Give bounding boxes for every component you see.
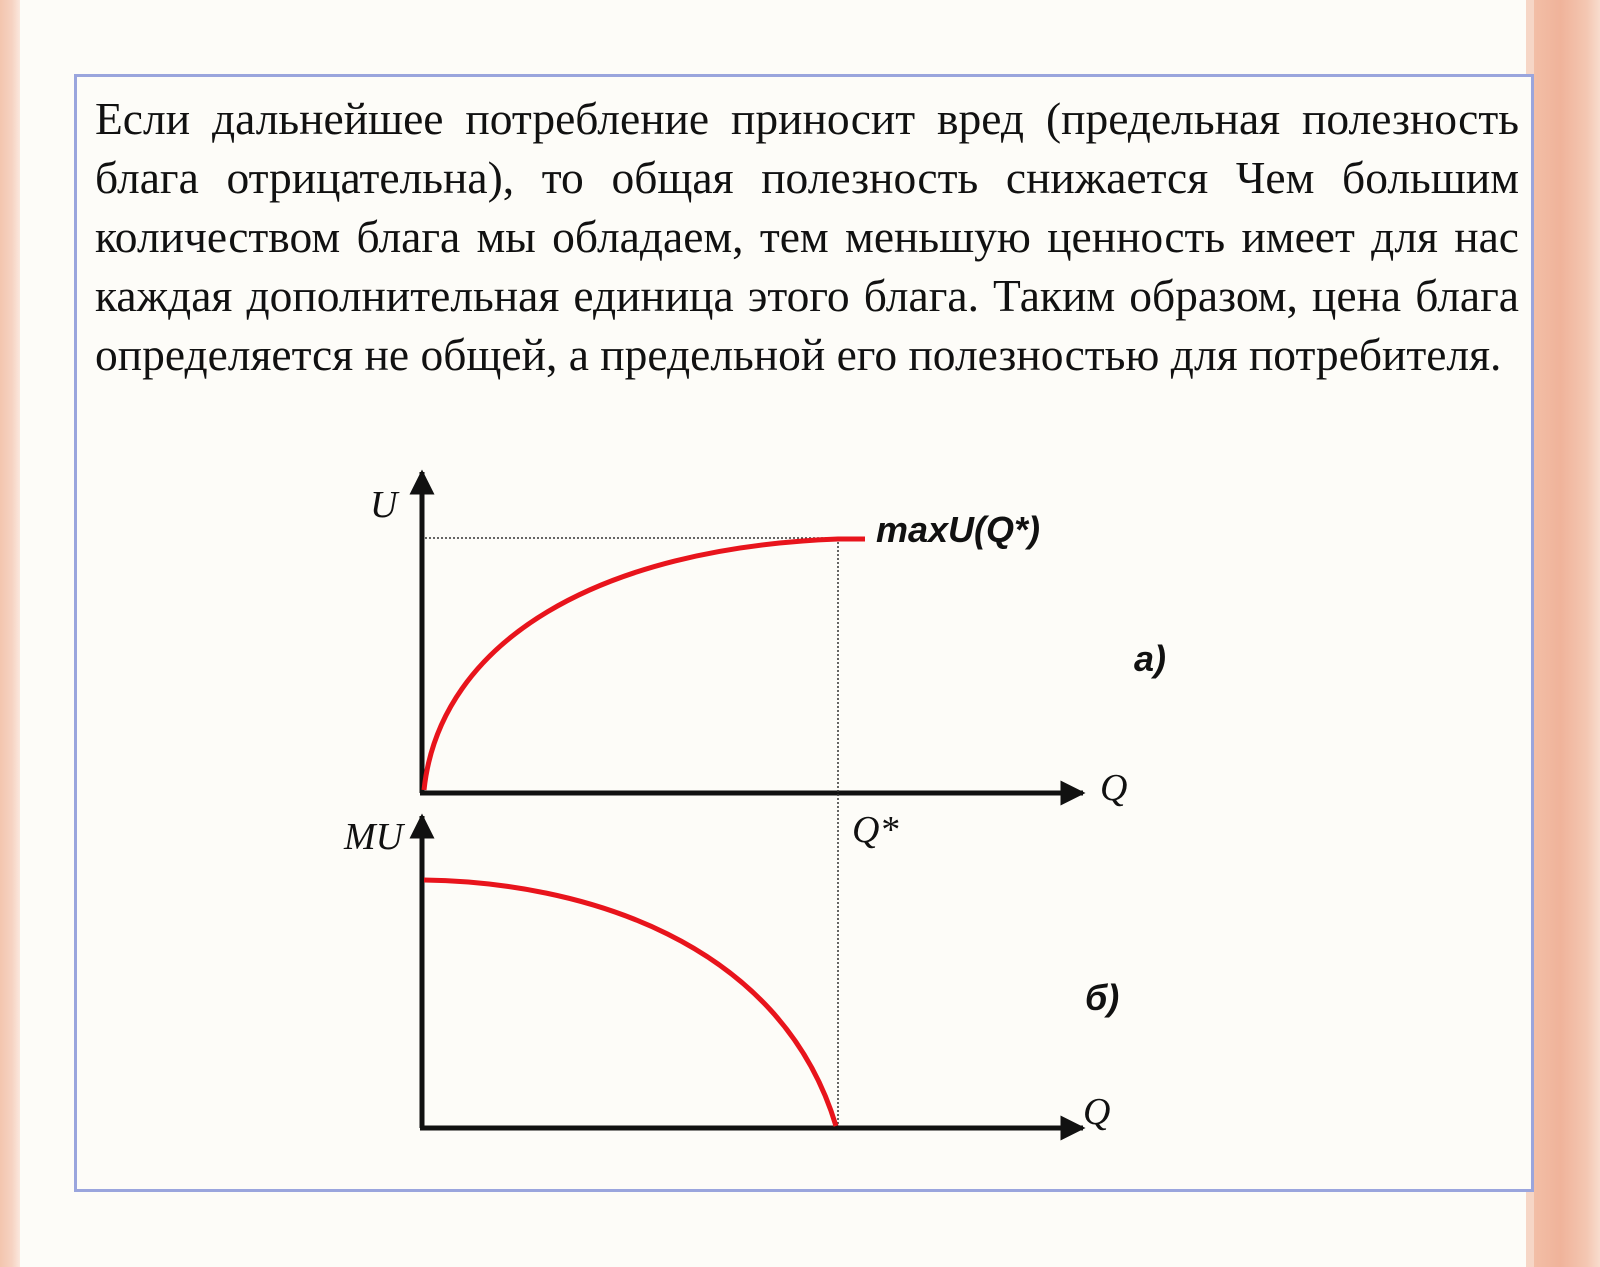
total-utility-curve [424, 539, 865, 790]
marginal-utility-curve [424, 880, 836, 1126]
bottom-y-axis-label: MU [344, 816, 404, 858]
max-utility-label: maxU(Q*) [876, 509, 1041, 550]
bottom-x-axis-label: Q [1083, 1091, 1111, 1133]
slide-paragraph: Если дальнейшее потребление приносит вред (предельная полезность блага отрицательна), то общая полезность снижается Чем большим количеством блага мы обладаем, тем меньшую ценность имеет для нас каждая дополнительная единица этого блага. Таким образом, цена блага определяется не общей, а предельной его полезностью для потребителя. [95, 93, 1519, 380]
panel-a-label: а) [1134, 638, 1167, 679]
top-x-axis-label: Q [1100, 767, 1128, 809]
panel-b-label: б) [1085, 977, 1120, 1018]
q-star-label: Q* [852, 809, 899, 851]
top-y-axis-label: U [370, 484, 398, 526]
